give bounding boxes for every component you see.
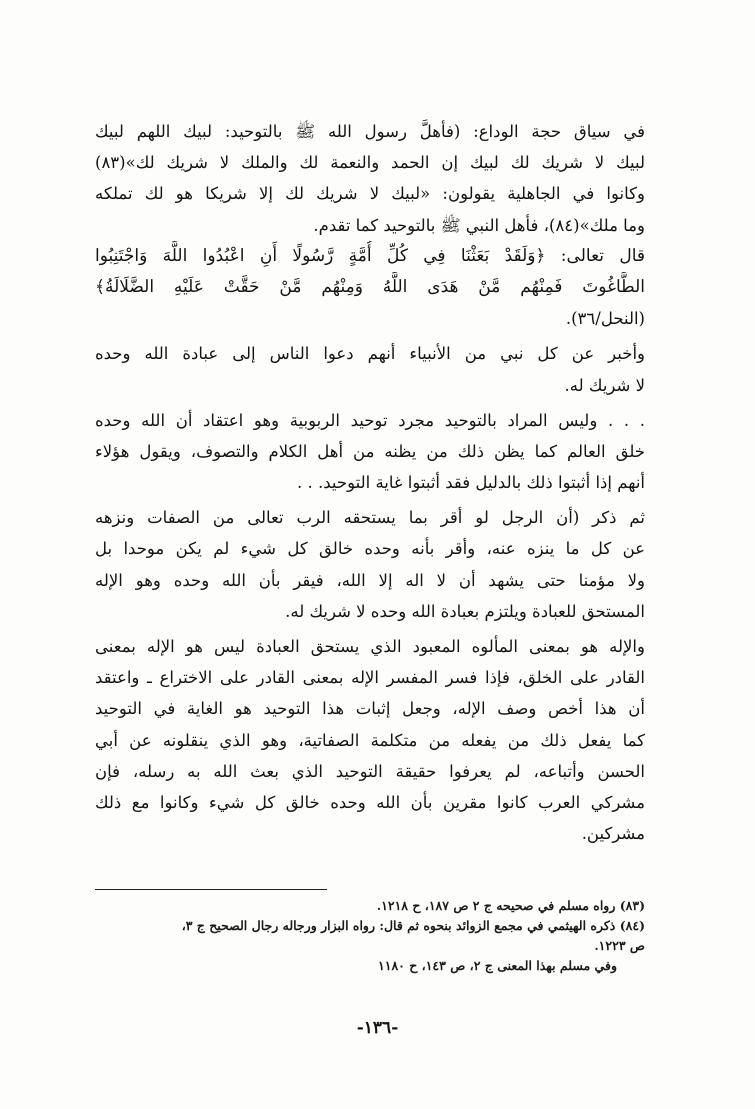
text-line: المستحق للعبادة ويلتزم بعبادة الله وحده لا شريك له. (285, 601, 645, 621)
text-line: خلق العالم كما يظن ذلك من يظنه من أهل الكلام والتصوف، ويقول هؤلاء (95, 441, 645, 461)
text-line: كما يفعل ذلك من يفعله من متكلمة الصفاتية، وهو الذي ينقلونه عن أبي (95, 730, 645, 750)
text-line: وما ملك»(٨٤)، فأهل النبي ﷺ بالتوحيد كما تقدم. (313, 215, 645, 235)
footnotes (95, 896, 645, 976)
text-line: عن كل ما ينزه عنه، وأقر بأنه وحده خالق كل شيء لم يكن موحدا بل (95, 539, 645, 559)
footnote: (٨٣) رواه مسلم في صحيحه ج ٢ ص ١٨٧، ح ١٢١٨. (376, 898, 645, 913)
text-line: لا شريك له. (564, 375, 645, 395)
text-line: . . . وليس المراد بالتوحيد مجرد توحيد الربوبية وهو اعتقاد أن الله وحده (95, 410, 645, 430)
text-line: وكانوا في الجاهلية يقولون: «لبيك لا شريك لك إلا شريكا هو لك تملكه (95, 184, 645, 204)
paragraph (95, 116, 645, 334)
page-number: -١٣٦- (356, 1018, 399, 1038)
text-line: ولا مؤمنا حتى يشهد أن لا اله إلا الله، فيقر بأن الله وحده وهو الإله (95, 570, 645, 590)
quran-verse-line: قال تعالى: ﴿وَلَقَدْ بَعَثْنَا فِي كُلِّ أُمَّةٍ رَّسُولًا أَنِ اعْبُدُوا اللَّهَ وَاجْتَنِبُوا (95, 245, 645, 266)
text-line: القادر على الخلق، فإذا فسر المفسر الإله بمعنى القادر على الاختراع ـ واعتقد (95, 668, 645, 688)
paragraph (95, 405, 645, 499)
paragraph (95, 338, 645, 400)
text-line: أن هذا أخص وصف الإله، وجعل إثبات هذا التوحيد هو الغاية في التوحيد (95, 699, 645, 719)
text-line: مشركين. (581, 824, 645, 844)
main-text (95, 116, 645, 853)
paragraph (95, 502, 645, 627)
verse-reference: (النحل/٣٦). (565, 309, 645, 329)
quran-verse-line: الطَّاغُوتَ فَمِنْهُم مَّنْ هَدَى اللَّهُ وَمِنْهُم مَّنْ حَقَّتْ عَلَيْهِ الضَّلَالَةُ﴾ (95, 276, 645, 297)
text-line: في سياق حجة الوداع: (فأهلَّ رسول الله ﷺ بالتوحيد: لبيك اللهم لبيك (95, 122, 645, 141)
text-line: مشركي العرب كانوا مقرين بأن الله وحده خالق كل شيء وكانوا مع ذلك (95, 792, 645, 812)
text-line: وأخبر عن كل نبي من الأنبياء أنهم دعوا الناس إلى عبادة الله وحده (95, 344, 645, 364)
paragraph (95, 631, 645, 849)
footnote: (٨٤) ذكره الهيثمي في مجمع الزوائد بنحوه ثم قال: رواه البزار ورجاله رجال الصحيح ج ٣، (181, 918, 645, 933)
footnote-divider (95, 889, 327, 890)
footnote-continuation: ص ١٢٢٣. (594, 938, 645, 953)
text-line: لبيك لا شريك لك لبيك إن الحمد والنعمة لك والملك لا شريك لك»(٨٣) (95, 153, 645, 173)
text-line: الحسن وأتباعه، لم يعرفوا حقيقة التوحيد الذي بعث الله به رسله، فإن (95, 761, 645, 781)
footnote-continuation: وفي مسلم بهذا المعنى ج ٢، ص ١٤٣، ح ١١٨٠ (378, 958, 617, 973)
text-line: أنهم إذا أثبتوا ذلك بالدليل فقد أثبتوا غاية التوحيد. . . (297, 473, 645, 493)
text-line: والإله هو بمعنى المألوه المعبود الذي يستحق العبادة ليس هو الإله بمعنى (95, 637, 645, 656)
text-line: ثم ذكر (أن الرجل لو أقر بما يستحقه الرب تعالى من الصفات ونزهه (95, 508, 645, 528)
